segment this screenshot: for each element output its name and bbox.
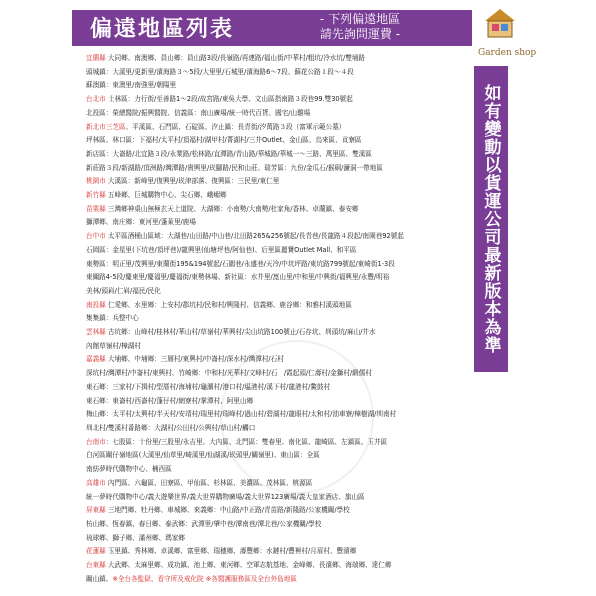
list-row (86, 545, 474, 559)
region-name: 宜蘭縣 (86, 54, 106, 62)
list-row (86, 93, 474, 107)
list-row (86, 381, 474, 395)
region-name: 桃園市 (86, 177, 106, 186)
region-name: 台中市 (86, 232, 106, 241)
region-details: 集集鎮：兵整中心 (86, 314, 139, 323)
region-details: 三地門鄉、牡丹鄉、車城鄉、來義鄉：中山路/中正路/青苗路/新隆路/公家機關/學校 (105, 506, 350, 515)
list-row (86, 134, 474, 148)
region-details: 士林區：力行街/至善路1～2段/故宮路/東吳大學、文山區指南路３段巷99.雙30號起 (105, 95, 353, 104)
region-name: 雲林縣 (86, 328, 106, 337)
page-title: 偏遠地區列表 (90, 17, 235, 42)
region-details: 大武鄉、太麻里鄉、成功鎮、池上鄉、東河鄉、空軍志航基地、金峰鄉、長濱鄉、海端鄉、達仁鄉 (105, 561, 392, 570)
list-row (86, 573, 474, 587)
list-row (86, 162, 474, 176)
region-details: 頭城鎮：大溪里/更新里/濱海路３～5段/大里里/石城里/濱海路6～7段、蘇花公路１段～４段 (86, 67, 354, 76)
region-name: 屏東縣 (86, 506, 106, 515)
remote-area-list (86, 52, 474, 588)
region-details: 新莊路３段/新湖路/頂洲路/灣潭路/貴興里/崁腳路/民和山莊、瑞芳區：九份/金瓜石/猴硐/濂洞一帶地區 (86, 163, 383, 172)
region-details: ：七股區：十份里/三股里/永吉里、大內區、北門區：雙春里、南化區、龍崎區、左鎮區、玉井區 (105, 437, 388, 446)
region-details: 新店區：大崙路/北宜路３段/永業路/松林路/直潭路/青山路/華城路/華城一～三路、萬里區、雙溪區 (86, 149, 372, 158)
list-row (86, 367, 474, 381)
region-name: 高雄市 (86, 478, 106, 487)
logo-text: Garden shop (478, 48, 537, 58)
list-row (86, 175, 474, 189)
list-row (86, 148, 474, 162)
list-row (86, 518, 474, 532)
region-name: 苗栗縣 (86, 204, 106, 213)
house-icon (484, 8, 516, 38)
region-details: 美林/頭嵙/仁嵙/福民/民化 (86, 286, 161, 295)
list-row (86, 230, 474, 244)
region-details: 東石鄉：東崙村/西崙村/蓬仔村/網寮村/掌潭村、阿里山鄉 (86, 396, 254, 405)
list-row (86, 395, 474, 409)
region-name: 新北市三芝區 (86, 122, 126, 131)
region-details: 古坑鄉：山峰村/桂林村/華山村/草嶺村/華興村/尖山坑路100號止/石存坑、圳頭坑/麻山/井水 (105, 328, 376, 337)
region-details: 圳北村/雙溪村番路鄉：大湖村/公田村/公興村/草山村/觸口 (86, 423, 256, 432)
list-row (86, 340, 474, 354)
region-details: 統一夢時代購物中心/義大遊樂世界/義大世界購物廣場/義大世界123廣場/義大皇家酒店、旗山區 (86, 492, 365, 501)
list-row (86, 422, 474, 436)
list-row (86, 491, 474, 505)
list-row (86, 326, 474, 340)
subtitle-line-2: 請先詢問運費 - (319, 27, 401, 41)
region-name: 台北市 (86, 95, 106, 104)
list-row (86, 408, 474, 422)
list-row (86, 532, 474, 546)
region-name: 花蓮縣 (86, 547, 106, 556)
region-details: 玉里鎮、秀林鄉、卓溪鄉、富里鄉、瑞穗鄉、壽豐鄉：水鏈村/豐裡村/月眉村、豐濱鄉 (105, 547, 357, 556)
region-details: 南紡夢時代購物中心、楠西區 (86, 465, 172, 474)
region-details: 五峰鄉、巨城購物中心、尖石鄉、峨嵋鄉 (105, 191, 227, 200)
list-row (86, 285, 474, 299)
list-row (86, 463, 474, 477)
region-details: 大溪區：新峰里/復興里/崁津部落、復興區：三民里/東仁里 (105, 177, 280, 186)
region-details: 東石鄉：三家村/下揖村/型厝村/海埔村/龜潮村/港口村/塭港村/溪下村/龍港村/鰲鼓村 (86, 382, 331, 391)
region-details: 關山鎮、 (86, 574, 113, 583)
list-row (86, 436, 474, 450)
region-details: 梅山鄉：太平村/太興村/半天村/安靖村/瑞里村/瑞峰村/過山村/碧湖村/龍眼村/太和村/油車寮/樟樹湖/圳南村 (86, 410, 397, 419)
list-row (86, 203, 474, 217)
region-name: 台南市 (86, 437, 106, 446)
list-row (86, 244, 474, 258)
region-details: 北投區：榮總醫院/振興醫院、信義區：南山廣場/統一時代百貨、國宅/山雞場 (86, 108, 311, 117)
list-row (86, 559, 474, 573)
list-row (86, 66, 474, 80)
region-details: 大同鄉、南澳鄉、員山鄉：員山路3段/長嶺路/再連路/福山街/中華村/粗坑/冷水坑/雙埔路 (105, 54, 365, 62)
list-row (86, 216, 474, 230)
subtitle (255, 12, 465, 42)
region-details: 內館草嶺村/樟湖村 (86, 341, 141, 350)
list-row (86, 477, 474, 491)
side-note: 如有變動以貨運公司最新版本為準 (474, 66, 508, 372)
list-row (86, 449, 474, 463)
region-details: 枋山鄉、恆春鎮、春日鄉、泰武鄉：武潭里/肇中巷/潭南巷/潭北巷/公家機關/學校 (86, 519, 322, 528)
region-details: 琉球鄉、獅子鄉、滿州鄉、瑪家鄉 (86, 533, 185, 542)
region-details: 仁愛鄉、水里鄉：上安村/郡坑村/民和村/興隆村、信義鄉、鹿谷鄉：和雅村溪頭地區 (105, 300, 352, 309)
region-details: 太平區酒桶山區域：大湖巷/山田路/中山巷/北田路265&256號起/長青巷/長龍路４段起/南園巷92號起 (105, 232, 404, 241)
region-details: 獅潭鄉、南庄鄉：東河里/蓬萊里/鹿場 (86, 218, 196, 227)
region-details: 東關路4-5段/慶東里/慶福里/慶福街/東勢林場、新社區：水井里/崑山里/中和里/中興街/福興里/永豐/明裕 (86, 273, 390, 282)
region-name: 新竹縣 (86, 191, 106, 200)
region-details: 東勢區：明正里/茂興里/東蘭街195&194號起/石圍巷/永盛巷/天冷/中坑坪路/東坑路799號起/東崎街1-3段 (86, 259, 395, 268)
list-row (86, 271, 474, 285)
list-row (86, 79, 474, 93)
list-row (86, 189, 474, 203)
region-details: 深坑村/灣潭村/中崙村/東興村、竹崎鄉：中和村/光華村/文峰村/石 /霞起頭/仁壽村/金獅村/緞儒村 (86, 369, 372, 378)
list-row (86, 353, 474, 367)
list-row (86, 121, 474, 135)
garden-shop-logo (478, 8, 578, 64)
region-details: 三灣鄉神桌山無極玄天上道院、大湖鄉：小南勢/大南勢/杜家角/香林、卓蘭鎮、泰安鄉 (105, 204, 359, 213)
region-name: 台東縣 (86, 561, 106, 570)
region-details: 坪林區、林口區：下福村/太平村/頂福村/湖甲村/菁湖村/三井Outlet、金山區、烏來區、貢寮區 (86, 136, 362, 145)
list-row (86, 107, 474, 121)
region-details: 白河區關仔嶺地區(大溪里/仙草里/崎溪里/仙湖溪/崁頭里/關嶺里)、東山區：全區 (86, 451, 320, 460)
list-row (86, 504, 474, 518)
list-row (86, 258, 474, 272)
subtitle-line-1: - 下列偏遠地區 (319, 12, 401, 26)
list-row (86, 52, 474, 66)
region-details: 內門區、六龜區、田寮區、甲仙區、杉林區、美濃區、茂林區、桃源區 (105, 478, 313, 487)
region-details: 大埔鄉、中埔鄉：三層村/東興村/中崙村/深水村/灣潭村/石村 (105, 355, 284, 364)
region-details: 石岡區：金星里(下坑巷/頂坪巷)/龍興里(仙塘坪巷/阿仙巷)、后里區麗寶Outlet Mall、和平區 (86, 245, 357, 254)
list-row (86, 312, 474, 326)
region-details: 蘇澳鎮：東澳里/南強里/朝陽里 (86, 81, 177, 90)
list-row (86, 299, 474, 313)
region-details: 、平溪區、石門區、石碇區、汐止鎮：長青街/汐萬路３段（富軍示範公墓） (125, 122, 346, 131)
region-name: 嘉義縣 (86, 355, 106, 364)
note: ※全台各監獄、看守所及戒化院 ※各醫護服務區及全台外島地區 (112, 574, 297, 583)
region-name: 南投縣 (86, 300, 106, 309)
